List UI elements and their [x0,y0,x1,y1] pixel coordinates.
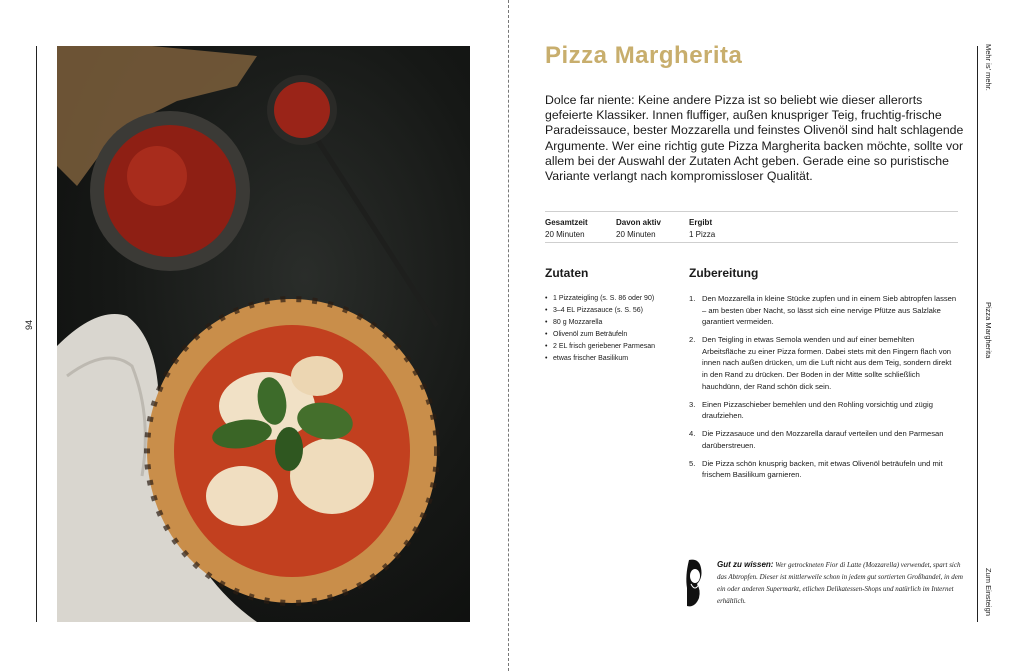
step-number: 5. [689,458,696,468]
page-number: 94 [24,320,34,331]
step-item [689,399,957,422]
ingredient-item: • 80 g Mozzarella [545,317,675,329]
left-margin-rule [36,46,37,622]
step-item [689,293,957,328]
recipe-title: Pizza Margherita [545,42,743,69]
ingredients-list [545,293,675,365]
meta-active-time [616,217,661,241]
ingredient-item: • 1 Pizzateigling (s. S. 86 oder 90) [545,293,675,305]
tip-body: Wer getrockneten Fior di Latte (Mozzarella) verwendet, spart sich das Abtropfen. Dieser ist mittlerweile schon in jedem gut sortierten Großhandel, in dem ein oder anderen Supermarkt, etlichen Delikatessen-Shops und natürlich im Internet erhältlich. [717,561,963,605]
step-item [689,428,957,451]
preparation-heading: Zubereitung [689,266,759,280]
ingredients-heading: Zutaten [545,266,589,280]
step-text: Die Pizzasauce und den Mozzarella darauf verteilen und den Parmesan darüberstreuen. [702,429,944,450]
step-text: Die Pizza schön knusprig backen, mit etwas Olivenöl beträufeln und mit frischem Basilikum garnieren. [702,458,943,480]
meta-yield [689,217,715,241]
right-margin-rule [977,46,978,622]
ingredient-item: • 3–4 EL Pizzasauce (s. S. 56) [545,305,675,317]
meta-label: Gesamtzeit [545,218,588,227]
step-number: 4. [689,429,696,439]
step-text: Den Teigling in etwas Semola wenden und auf einer bemehlten Arbeitsfläche zu einer Pizza formen. Dabei stets mit den Fingern flach von innen nach außen drücken, um die Luft nicht aus dem Teig, sondern direkt in den Rand zu drücken. Der Boden in der Mitte sollte schließlich hauchdünn, der Rand schön dick sein. [702,335,952,391]
ingredient-item: • etwas frischer Basilikum [545,353,675,365]
step-text: Den Mozzarella in kleine Stücke zupfen und in einem Sieb abtropfen lassen – am besten über Nacht, so lässt sich eine nervige Pfütze aus Salzlake garantiert vermeiden. [702,294,957,327]
meta-total-time [545,217,588,241]
step-text: Einen Pizzaschieber bemehlen und den Rohling vorsichtig und zügig draufziehen. [702,399,933,421]
meta-value: 1 Pizza [689,230,716,239]
preparation-steps [689,293,957,487]
meta-label: Davon aktiv [616,218,661,227]
spoon-handle-shape [302,116,437,326]
side-tab-mehr-is-mehr[interactable]: Mehr is' mehr. [984,44,993,91]
step-number: 3. [689,399,696,409]
step-item [689,334,957,392]
chef-portrait-icon [685,558,705,608]
meta-value: 20 Minuten [616,230,656,239]
step-number: 1. [689,294,696,303]
meta-label: Ergibt [689,218,713,227]
recipe-meta-bar [545,211,958,243]
recipe-intro: Dolce far niente: Keine andere Pizza ist so beliebt wie dieser allerorts gefeierte Klassiker. Innen fluffiger, außen knuspriger Teig, fruchtig-frische Paradeissauce, bester Mozzarella und feinstes Olivenöl sind halt schlagende Argumente. Wer eine richtig gute Pizza Margherita backen möchte, sollte vor allem bei der Auswahl der Zutaten Acht geben. Gerade eine so puristische Variante verlangt nach kompromissloser Qualität. [545,93,964,184]
tip-label: Gut zu wissen: [717,560,774,569]
side-tab-zum-einsteign[interactable]: Zum Einsteign [984,568,993,616]
step-number: 2. [689,335,696,345]
ingredient-item: • Olivenöl zum Beträufeln [545,329,675,341]
ingredient-item: • 2 EL frisch geriebener Parmesan [545,341,675,353]
page-spine [508,0,509,671]
side-tab-pizza-margherita[interactable]: Pizza Margherita [984,302,993,359]
meta-value: 20 Minuten [545,230,585,239]
tip-text [717,559,965,607]
pizza-photo [57,46,470,622]
step-item [689,458,957,481]
